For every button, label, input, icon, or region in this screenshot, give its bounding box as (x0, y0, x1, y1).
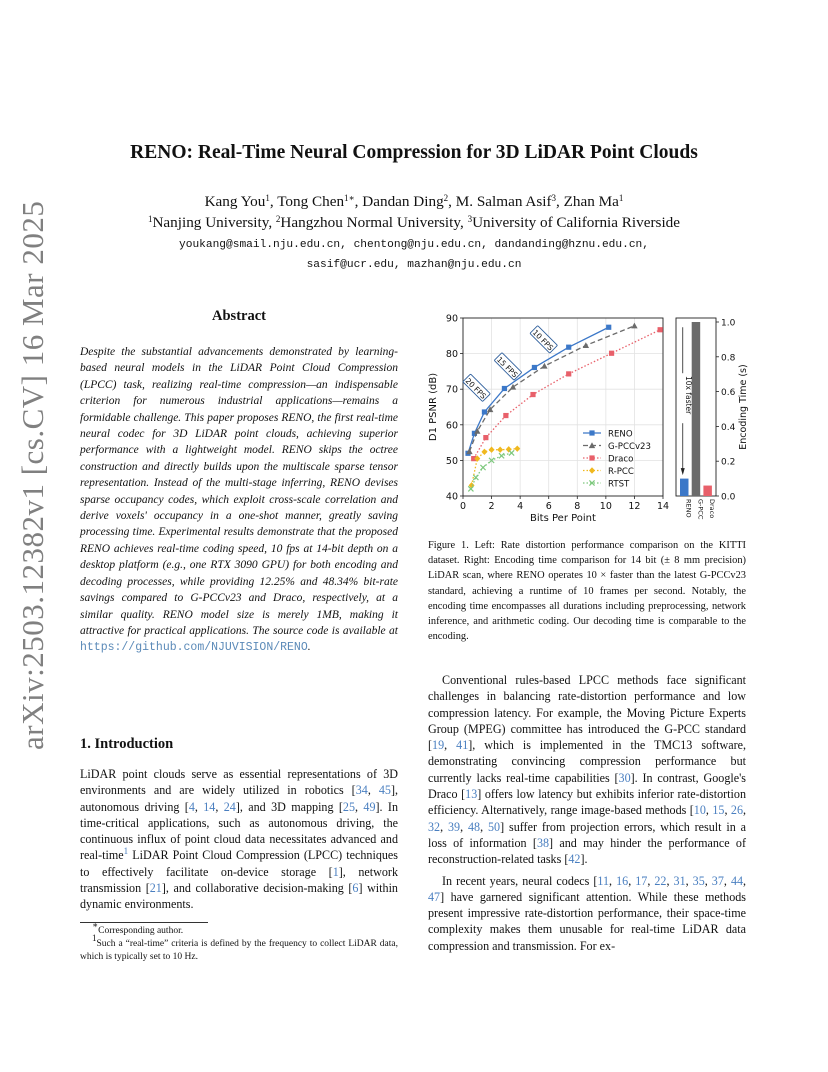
citation-link[interactable]: 13 (465, 787, 478, 802)
text-run: ] have garnered significant attention. While these methods present impressive rate-distortion performance, their space-time complexity makes them unusable for real-time LiDAR data compression and transmission. For ex- (428, 889, 746, 953)
y-tick-label: 0.4 (721, 422, 736, 433)
abstract-heading: Abstract (212, 308, 266, 324)
y-tick-label: 0.8 (721, 353, 736, 364)
x-tick-label: 14 (656, 501, 670, 512)
legend-label: G-PCCv23 (608, 441, 651, 452)
citation-link[interactable]: 41 (456, 738, 469, 753)
citation-link[interactable]: 16 (616, 873, 629, 888)
citation-link[interactable]: 14 (203, 799, 216, 814)
legend-label: Draco (608, 454, 634, 465)
citation-link[interactable]: 44 (730, 873, 744, 888)
data-point (532, 365, 537, 370)
data-point (609, 351, 614, 356)
citation-link[interactable]: 31 (673, 873, 686, 888)
data-point (583, 342, 589, 348)
bar-category-label: G-PCC (696, 499, 705, 520)
x-tick-label: 8 (574, 501, 581, 512)
x-axis-label: Bits Per Point (530, 513, 596, 524)
bar-reno (680, 479, 689, 496)
paragraph: In recent years, neural codecs [11, 16, 17, 22, 31, 35, 37, 44, 47] have garnered significant attention. While these methods present impressive rate-distortion performance, their space-time complexity makes them unusable for real-time LiDAR data compression and transmission. For ex- (428, 873, 747, 953)
y-tick-label: 40 (445, 491, 458, 503)
text-run: LiDAR Point Cloud Compression (LPCC) techniques to effectively facilitate on-device storage [ (80, 848, 398, 879)
text-run: ], which is implemented in the TMC13 software, demonstrating convincing compression performance but currently lacks real-time capabilities [ (428, 738, 746, 785)
footnote-corresponding (92, 920, 398, 938)
affil-mark: 1 (147, 214, 153, 224)
data-point (514, 445, 520, 451)
y-tick-label: 60 (445, 420, 458, 432)
citation-link[interactable]: 34 (355, 783, 368, 798)
x-tick-label: 2 (488, 501, 495, 512)
author-affil-mark: 1 (265, 193, 270, 203)
citation-link[interactable]: 26 (730, 803, 743, 818)
data-point (589, 467, 595, 473)
author-affil-mark: 1∗ (344, 193, 355, 203)
email-line-2[interactable]: sasif@ucr.edu, mazhan@nju.edu.cn (306, 259, 522, 271)
arxiv-identifier: arXiv:2503.12382v1 [cs.CV] 16 Mar 2025 (15, 200, 50, 750)
affil-name: University of California Riverside (472, 214, 681, 231)
x-tick-label: 4 (517, 501, 524, 512)
footnote-text: Such a “real-time” criteria is defined by the frequency to collect LiDAR data, which is typically set to 10 Hz. (80, 939, 398, 962)
text-run: ] within dynamic environments. (80, 881, 398, 912)
abstract-end: . (307, 641, 311, 654)
text-run: ]. (580, 852, 588, 867)
text-run: ]. In time-critical applications, such as autonomous driving, the continuous influx of point cloud data necessitates advanced and real-time (80, 799, 398, 863)
author-name: Dandan Ding (362, 193, 444, 210)
right-column-text (428, 672, 746, 954)
data-point (483, 435, 488, 440)
data-point (489, 447, 495, 453)
citation-link[interactable]: 49 (363, 799, 376, 814)
author-name: M. Salman Asif (455, 193, 552, 210)
data-point (631, 323, 637, 329)
source-code-link[interactable]: https://github.com/NJUVISION/RENO (80, 641, 308, 655)
bar-category-label: Draco (707, 499, 716, 519)
author-name: Tong Chen (277, 193, 345, 210)
y-axis-label: D1 PSNR (dB) (428, 372, 439, 442)
y-tick-label: 1.0 (721, 318, 736, 329)
email-line-1[interactable]: youkang@smail.nju.edu.cn, chentong@nju.edu.cn, dandanding@hznu.edu.cn, (179, 239, 649, 251)
fps-annotation (494, 353, 522, 381)
fps-annotation (530, 326, 558, 354)
y-tick-label: 70 (445, 384, 458, 396)
data-point (541, 363, 547, 369)
x-tick-label: 6 (545, 501, 552, 512)
citation-link[interactable]: 10 (693, 803, 706, 818)
paragraph: Conventional rules-based LPCC methods face significant challenges in balancing rate-distortion performance and low compression latency. For example, the Moving Picture Experts Group (MPEG) committee has introduced the G-PCC standard [19, 41], which is implemented in the TMC13 software, demonstrating convincing compression performance but currently lacks real-time capabilities [30]. In contrast, Google's Draco [13] offers low latency but exhibits inferior rate-distortion efficiency. Alternatively, range image-based methods [10, 15, 26, 32, 39, 48, 50] suffer from projection errors, which result in a loss of information [38] and may hinder the performance of reconstruction-related tasks [42]. (428, 673, 747, 867)
citation-link[interactable]: 25 (342, 799, 356, 814)
legend-label: RENO (608, 429, 633, 440)
x-tick-label: 12 (628, 501, 641, 512)
bar-category-label: RENO (684, 499, 693, 518)
footnote-realtime (80, 933, 398, 963)
data-point (503, 413, 508, 418)
footnote-divider (80, 922, 208, 923)
text-run: ] suffer from projection errors, which result in a loss of information [ (428, 819, 747, 850)
annotation-label: 15 FPS (495, 354, 520, 380)
affiliations (0, 214, 828, 232)
data-point (530, 392, 535, 397)
footnote-mark: 1 (92, 933, 97, 943)
y-tick-label: 90 (445, 313, 458, 325)
annotation-label: 10 FPS (530, 327, 556, 353)
text-run: LiDAR point clouds serve as essential representations of 3D environments and are widely utilized in robotics [ (80, 767, 398, 798)
y-tick-label: 0.6 (721, 388, 736, 399)
rate-distortion-chart (428, 314, 669, 525)
y-tick-label: 0.2 (721, 457, 736, 468)
citation-link[interactable]: 42 (568, 852, 581, 867)
author-affil-mark: 1 (618, 193, 624, 203)
citation-link[interactable]: 48 (468, 819, 481, 834)
text-run: ], and collaborative decision-making [ (161, 881, 353, 896)
abstract-body: Despite the substantial advancements demonstrated by learning-based neural models in the LiDAR Point Cloud Compression (LPCC) task, realizing real-time compression—an indispensable criterion for numerous industrial applications—remains a formidable challenge. This paper proposes RENO, the first real-time neural codec for 3D LiDAR point clouds, achieving superior performance with a lightweight model. RENO skips the octree construction and directly builds upon the multiscale sparse tensor representation. Instead of the multi-stage inferring, RENO devises sparse occupancy codes, which exploit cross-scale correlation and derive voxels' occupancy in a one-shot manner, greatly saving processing time. Experimental results demonstrate that the proposed RENO achieves real-time coding speed, 10 fps at 14-bit depth on a desktop platform (e.g., one RTX 3090 GPU) for both encoding and decoding processes, while providing 12.25% and 48.34% bit-rate savings compared to G-PCCv23 and Draco, respectively, at a similar quality. RENO model size is merely 1MB, making it attractive for practical applications. The source code is available at (80, 346, 398, 637)
citation-link[interactable]: 19 (432, 738, 445, 753)
citation-link[interactable]: 37 (711, 873, 724, 888)
data-point (566, 345, 571, 350)
y-tick-label: 50 (445, 455, 458, 467)
citation-link[interactable]: 15 (712, 803, 725, 818)
data-point (566, 371, 571, 376)
data-point (502, 386, 507, 391)
y-axis-label: Encoding Time (s) (738, 364, 749, 450)
author-affil-mark: 2 (443, 193, 449, 203)
citation-link[interactable]: 30 (618, 770, 631, 785)
bar-draco (703, 486, 712, 496)
author-affil-mark: 3 (551, 193, 557, 203)
data-point (589, 430, 594, 435)
faster-annotation: 10x faster (683, 376, 693, 415)
figure-1-charts (418, 305, 758, 530)
affil-name: Nanjing University, (152, 214, 276, 231)
text-run: ], network transmission [ (80, 864, 398, 896)
x-tick-label: 10 (599, 501, 612, 512)
footnote-link[interactable]: 1 (123, 846, 129, 857)
text-run: ], and 3D mapping [ (235, 799, 343, 814)
citation-link[interactable]: 24 (223, 799, 236, 814)
citation-link[interactable]: 50 (488, 819, 501, 834)
citation-link[interactable]: 39 (448, 819, 461, 834)
affil-mark: 2 (275, 214, 281, 224)
data-point (606, 325, 611, 330)
text-run: ] and may hinder the performance of reconstruction-related tasks [ (428, 835, 747, 867)
author-name: Zhan Ma (563, 193, 619, 210)
text-run: ] offers low latency but exhibits inferior rate-distortion efficiency. Alternatively, range image-based methods [ (428, 787, 746, 818)
citation-link[interactable]: 35 (692, 873, 705, 888)
citation-link[interactable]: 32 (428, 819, 441, 834)
abstract-text (80, 344, 398, 657)
data-point (482, 409, 487, 414)
data-point (589, 455, 594, 460)
annotation-label: 20 FPS (463, 376, 488, 401)
citation-link[interactable]: 22 (654, 873, 667, 888)
affil-mark: 3 (467, 214, 473, 224)
data-point (481, 449, 487, 455)
citation-link[interactable]: 1 (332, 864, 339, 879)
citation-link[interactable]: 47 (428, 889, 441, 904)
legend-label: RTST (608, 479, 630, 490)
chart-legend (583, 429, 651, 489)
footnote-text: Corresponding author. (98, 926, 184, 936)
introduction-paragraph: LiDAR point clouds serve as essential representations of 3D environments and are widely utilized in robotics [34, 45], autonomous driving [4, 14, 24], and 3D mapping [25, 49]. In time-critical applications, such as autonomous driving, the continuous influx of point cloud data necessitates advanced and real-time$^1$ LiDAR Point Cloud Compression (LPCC) techniques to effectively facilitate on-device storage [1], network transmission [21], and collaborative decision-making [6] within dynamic environments. (80, 767, 399, 912)
figure-1-caption: Figure 1. Left: Rate distortion performance comparison on the KITTI dataset. Right: Encoding time comparison for 14 bit (± 8 mm precision) LiDAR scan, where RENO operates 10 × faster than the latest G-PCCv23 standard, achieving a runtime of 10 frames per second. Notably, the encoding time encompasses all durations including preprocessing, network inference, and arithmetic coding. Our decoding time is comparable to the encoding. (428, 540, 746, 643)
encoding-time-chart (676, 318, 749, 520)
citation-link[interactable]: 17 (635, 873, 648, 888)
text-run: ], autonomous driving [ (80, 783, 399, 814)
citation-link[interactable]: 4 (188, 799, 195, 814)
data-point (658, 327, 663, 332)
author-list: Kang You$^1$, Tong Chen$^{1∗}$, Dandan Ding$^2$, M. Salman Asif$^3$, Zhan Ma$^1$ (204, 193, 624, 210)
citation-link[interactable]: 38 (536, 835, 550, 850)
y-tick-label: 0.0 (721, 492, 736, 503)
fps-annotation (463, 374, 491, 402)
section-heading-introduction: 1. Introduction (80, 736, 174, 752)
citation-link[interactable]: 21 (149, 881, 162, 896)
x-tick-label: 0 (459, 501, 467, 512)
text-run: ]. In contrast, Google's Draco [ (428, 770, 746, 802)
data-point (497, 447, 503, 453)
citation-link[interactable]: 6 (352, 881, 359, 896)
citation-link[interactable]: 11 (597, 873, 610, 888)
author-name: Kang You (204, 193, 266, 210)
legend-label: R-PCC (608, 466, 634, 477)
arrow-head (681, 468, 685, 475)
footnote-mark: ∗ (92, 920, 99, 930)
y-tick-label: 80 (445, 349, 458, 361)
affil-name: Hangzhou Normal University, (280, 214, 468, 231)
text-run: Conventional rules-based LPCC methods face significant challenges in balancing rate-distortion performance and low compression latency. For example, the Moving Picture Experts Group (MPEG) committee has introduced the G-PCC standard [ (428, 673, 746, 753)
citation-link[interactable]: 45 (378, 783, 391, 798)
text-run: In recent years, neural codecs [ (442, 873, 598, 888)
paper-title: RENO: Real-Time Neural Compression for 3D LiDAR Point Clouds (130, 142, 698, 163)
